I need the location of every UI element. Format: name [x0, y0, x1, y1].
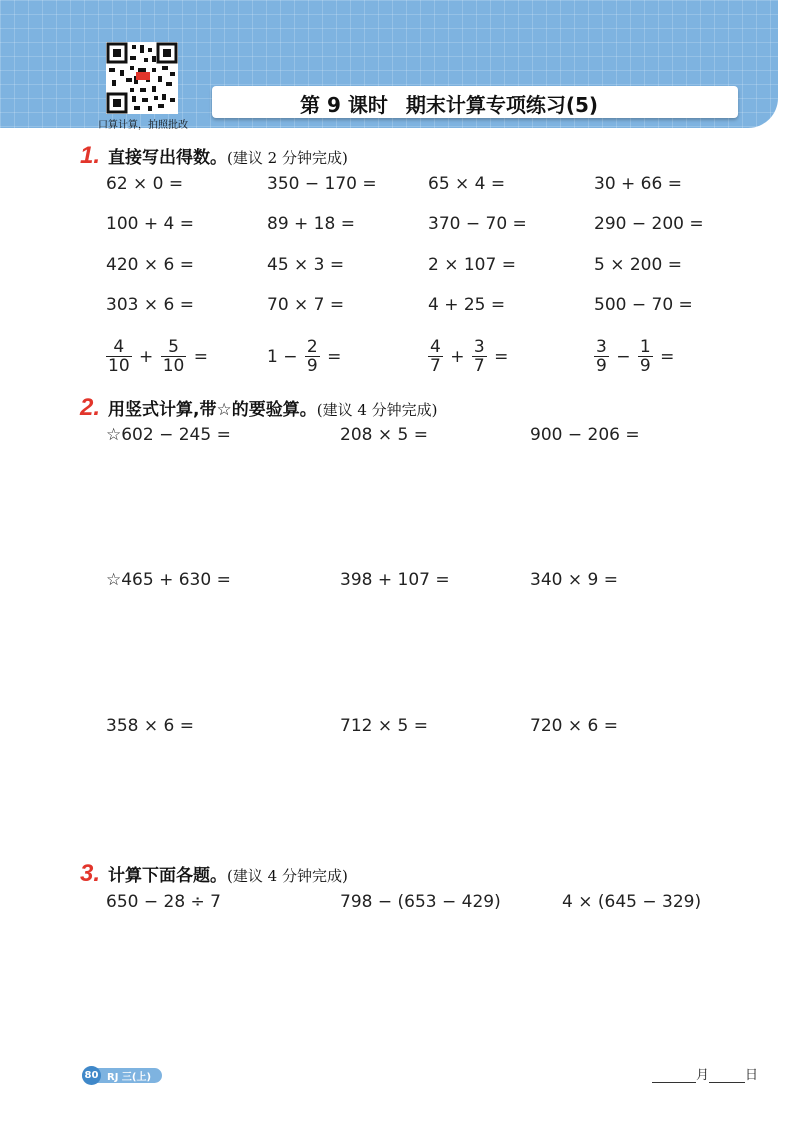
problem: 100 + 4 =: [106, 214, 194, 234]
lesson-number: 第 9 课时: [300, 93, 388, 117]
problem: 303 × 6 =: [106, 295, 194, 315]
qr-caption: 口算计算，拍照批改: [98, 120, 188, 131]
qr-code-icon: [106, 42, 178, 114]
section-hint: (建议 4 分钟完成): [316, 401, 438, 419]
section-number: 1.: [80, 142, 101, 169]
section-hint: (建议 2 分钟完成): [227, 149, 348, 167]
problem: 370 − 70 =: [428, 214, 527, 234]
page-number: 80: [82, 1066, 101, 1085]
problem: 45 × 3 =: [267, 255, 345, 275]
vertical-problem: 358 × 6 =: [106, 716, 194, 736]
section-1-heading: [80, 142, 348, 170]
section-number: 3.: [80, 860, 101, 887]
problem: 89 + 18 =: [267, 214, 355, 234]
lesson-title: 期末计算专项练习(5): [405, 93, 599, 117]
mixed-problem: 650 − 28 ÷ 7: [106, 892, 221, 912]
fraction: $\frac{1}{9}$: [639, 337, 651, 376]
month-label: 月: [696, 1068, 710, 1083]
fraction: $\frac{5}{10}$: [162, 337, 185, 376]
date-field: [652, 1064, 758, 1083]
problem: 420 × 6 =: [106, 255, 194, 275]
section-3-heading: [80, 860, 348, 888]
vertical-problem: ☆602 − 245 =: [106, 425, 231, 445]
problem: 30 + 66 =: [594, 174, 682, 194]
mixed-problem: 4 × (645 − 329): [562, 892, 702, 912]
section-hint: (建议 4 分钟完成): [227, 867, 348, 885]
vertical-problem: 340 × 9 =: [530, 570, 618, 590]
vertical-problem: 712 × 5 =: [340, 716, 428, 736]
fraction: $\frac{4}{10}$: [108, 337, 130, 376]
problem: 4 + 25 =: [428, 295, 506, 315]
mixed-problem: 798 − (653 − 429): [340, 892, 501, 912]
problem: 5 × 200 =: [594, 255, 682, 275]
problem: 65 × 4 =: [428, 174, 506, 194]
fraction: $\frac{4}{7}$: [430, 337, 441, 376]
problem: 350 − 170 =: [267, 174, 377, 194]
vertical-problem: 398 + 107 =: [340, 570, 450, 590]
vertical-problem: 900 − 206 =: [530, 425, 640, 445]
fraction-problem: $\frac{4}{7}$ + $\frac{3}{7}$ =: [430, 337, 509, 376]
vertical-problem: 208 × 5 =: [340, 425, 428, 445]
section-title: 直接写出得数。: [108, 148, 228, 168]
problem: 290 − 200 =: [594, 214, 704, 234]
section-title: 用竖式计算,带☆的要验算。: [108, 400, 317, 420]
fraction-problem: $\frac{3}{9}$ − $\frac{1}{9}$ =: [596, 337, 675, 376]
vertical-problem: ☆465 + 630 =: [106, 570, 231, 590]
fraction: $\frac{2}{9}$: [306, 337, 318, 376]
fraction-problem: 1 − $\frac{2}{9}$ =: [267, 337, 342, 376]
fraction: $\frac{3}{9}$: [596, 337, 607, 376]
grade-label: RJ 三(上): [107, 1072, 152, 1083]
section-2-heading: [80, 394, 438, 422]
problem: 500 − 70 =: [594, 295, 693, 315]
vertical-problem: 720 × 6 =: [530, 716, 618, 736]
section-title: 计算下面各题。: [108, 866, 228, 886]
day-label: 日: [745, 1068, 759, 1083]
fraction: $\frac{3}{7}$: [473, 337, 485, 376]
fraction-problem: $\frac{4}{10}$ + $\frac{5}{10}$ =: [108, 337, 208, 376]
problem: 62 × 0 =: [106, 174, 184, 194]
page-title: [300, 89, 598, 118]
section-number: 2.: [80, 394, 101, 421]
problem: 70 × 7 =: [267, 295, 345, 315]
problem: 2 × 107 =: [428, 255, 516, 275]
